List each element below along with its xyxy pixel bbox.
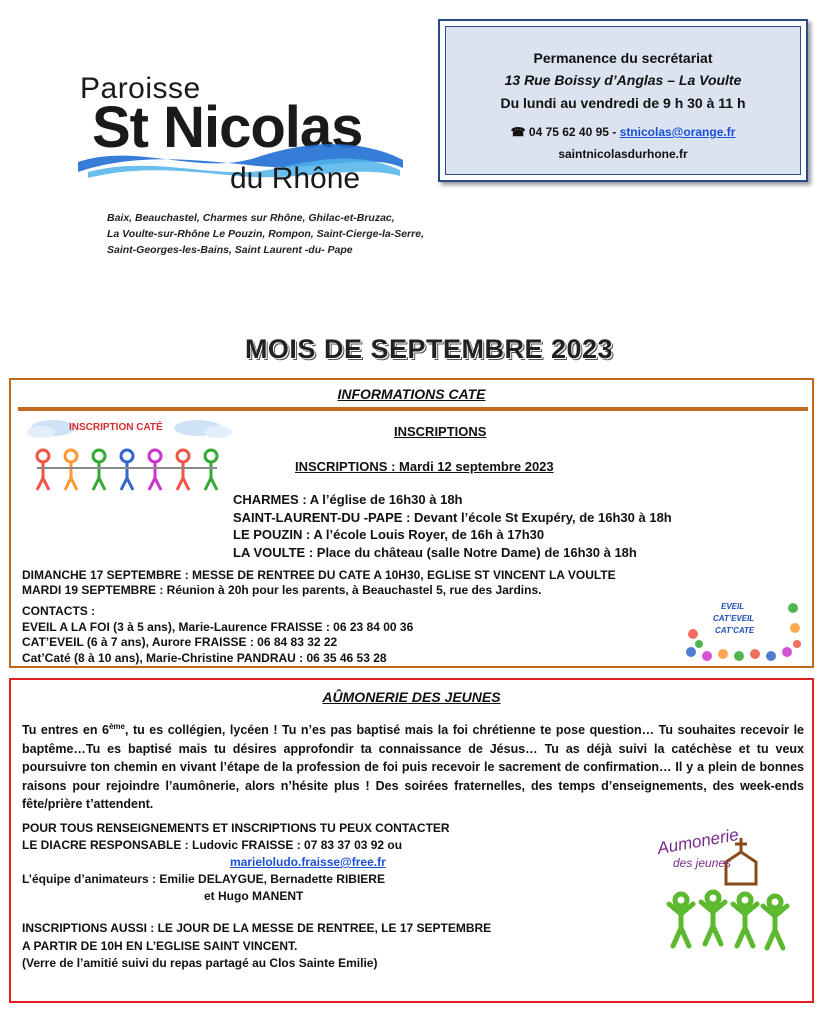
contact-line: POUR TOUS RENSEIGNEMENTS ET INSCRIPTIONS TU PEUX CONTACTER: [22, 821, 450, 835]
aumonerie-inscriptions: [22, 920, 491, 973]
cate-sessions: [223, 491, 672, 561]
inscription-cate-label: INSCRIPTION CATÉ: [69, 422, 163, 433]
aumonerie-paragraph: [22, 718, 804, 814]
logo-du-rhone: du Rhône: [230, 162, 361, 195]
para-sup: ème: [108, 722, 125, 731]
team-line-2: et Hugo MANENT: [204, 889, 304, 903]
session-line: LE POUZIN : A l’école Louis Royer, de 16h à 17h30: [233, 527, 545, 542]
cat-eveil-label: CAT’EVEIL: [713, 614, 755, 623]
secretariat-title: Permanence du secrétariat: [533, 50, 713, 66]
parish-list: [107, 210, 507, 258]
cat-cate-label: CAT’CATE: [715, 626, 755, 635]
page-title: MOIS DE SEPTEMBRE 2023: [244, 334, 614, 364]
deacon-email-link[interactable]: marieloludo.fraisse@free.fr: [230, 855, 386, 869]
secretariat-inner: [445, 26, 801, 175]
inscriptions-date: INSCRIPTIONS : Mardi 12 septembre 2023: [295, 459, 554, 474]
parish-line: La Voulte-sur-Rhône Le Pouzin, Rompon, Saint-Cierge-la-Serre,: [107, 228, 424, 240]
aumonerie-logo: [621, 825, 801, 958]
cate-heading: INFORMATIONS CATE: [337, 386, 486, 402]
eveil-cate-image: [683, 594, 805, 664]
aumonerie-logo-subtext: des jeunes: [673, 856, 732, 870]
para-start: Tu entres en 6: [22, 723, 109, 738]
logo-paroisse: Paroisse: [80, 72, 201, 105]
secretariat-website: saintnicolasdurhone.fr: [558, 147, 688, 161]
cate-divider: [18, 407, 808, 411]
aumonerie-logo-text: Aumonerie: [655, 825, 741, 859]
aumonerie-heading: AÛMONERIE DES JEUNES: [322, 689, 501, 705]
session-line: LA VOULTE : Place du château (salle Notre Dame) de 16h30 à 18h: [233, 544, 637, 560]
parish-logo: [78, 64, 408, 202]
inscr-line: A PARTIR DE 10H EN L’EGLISE SAINT VINCENT.: [22, 938, 298, 953]
session-line: CHARMES : A l’église de 16h30 à 18h: [233, 492, 463, 507]
cate-info-box: [9, 378, 814, 668]
event-line: DIMANCHE 17 SEPTEMBRE : MESSE DE RENTREE DU CATE A 10H30, EGLISE ST VINCENT LA VOULTE: [22, 568, 616, 582]
para-rest: , tu es collégien, lycéen ! Tu n’es pas baptisé mais la foi chrétienne te pose question… Tu souhaites recevoir le baptême…Tu es baptisé mais tu désires approfondir ta connaissance de Jésus… Tu as déjà suivi la catéchèse et tu veux poursuivre ton chemin en vivant l’étape de la profession de foi puis recevoir le sacrement de confirmation… Il y a plein de bonnes raisons pour rejoindre l’aumônerie, alors n’hésite plus ! Des soirées fraternelles, des temps d’enseignements, des week-ends fête/prière t’attendent.: [22, 723, 804, 812]
secretariat-phone-line: [446, 119, 800, 145]
event-line: MARDI 19 SEPTEMBRE : Réunion à 20h pour les parents, à Beauchastel 5, rue des Jardins.: [22, 583, 542, 597]
secretariat-box: [438, 19, 808, 182]
secretariat-address: 13 Rue Boissy d’Anglas – La Voulte: [504, 72, 742, 88]
contact-line: CAT’EVEIL (6 à 7 ans), Aurore FRAISSE : 06 84 83 32 22: [22, 635, 338, 649]
deacon-line: LE DIACRE RESPONSABLE : Ludovic FRAISSE : 07 83 37 03 92 ou: [22, 838, 403, 852]
cate-events: [22, 568, 616, 598]
parish-line: Baix, Beauchastel, Charmes sur Rhône, Ghilac-et-Bruzac,: [107, 212, 395, 224]
logo-st-nicolas: St Nicolas: [92, 95, 363, 160]
inscription-cate-image: [23, 416, 243, 496]
secretariat-hours: Du lundi au vendredi de 9 h 30 à 11 h: [500, 95, 746, 111]
session-line: SAINT-LAURENT-DU -PAPE : Devant l’école St Exupéry, de 16h30 à 18h: [233, 509, 672, 525]
inscr-line: INSCRIPTIONS AUSSI : LE JOUR DE LA MESSE DE RENTREE, LE 17 SEPTEMBRE: [22, 921, 492, 935]
cate-contacts: [22, 604, 413, 666]
team-line: L’équipe d’animateurs : Emilie DELAYGUE, Bernadette RIBIERE: [22, 872, 385, 886]
contact-line: EVEIL A LA FOI (3 à 5 ans), Marie-Laurence FRAISSE : 06 23 84 00 36: [22, 619, 414, 634]
aumonerie-box: [9, 678, 814, 1003]
secretariat-email-link[interactable]: stnicolas@orange.fr: [619, 125, 736, 139]
inscr-line: (Verre de l’amitié suivi du repas partagé au Clos Sainte Emilie): [22, 956, 378, 970]
contacts-title: CONTACTS :: [22, 604, 96, 618]
eveil-label: EVEIL: [721, 602, 745, 611]
parish-line: Saint-Georges-les-Bains, Saint Laurent -du- Pape: [107, 244, 353, 256]
aumonerie-contact: [22, 820, 450, 905]
contact-line: Cat’Caté (8 à 10 ans), Marie-Christine PANDRAU : 06 35 46 53 28: [22, 650, 387, 665]
inscriptions-subheading: INSCRIPTIONS: [394, 424, 487, 439]
phone-number: ☎ 04 75 62 40 95 -: [510, 125, 620, 139]
